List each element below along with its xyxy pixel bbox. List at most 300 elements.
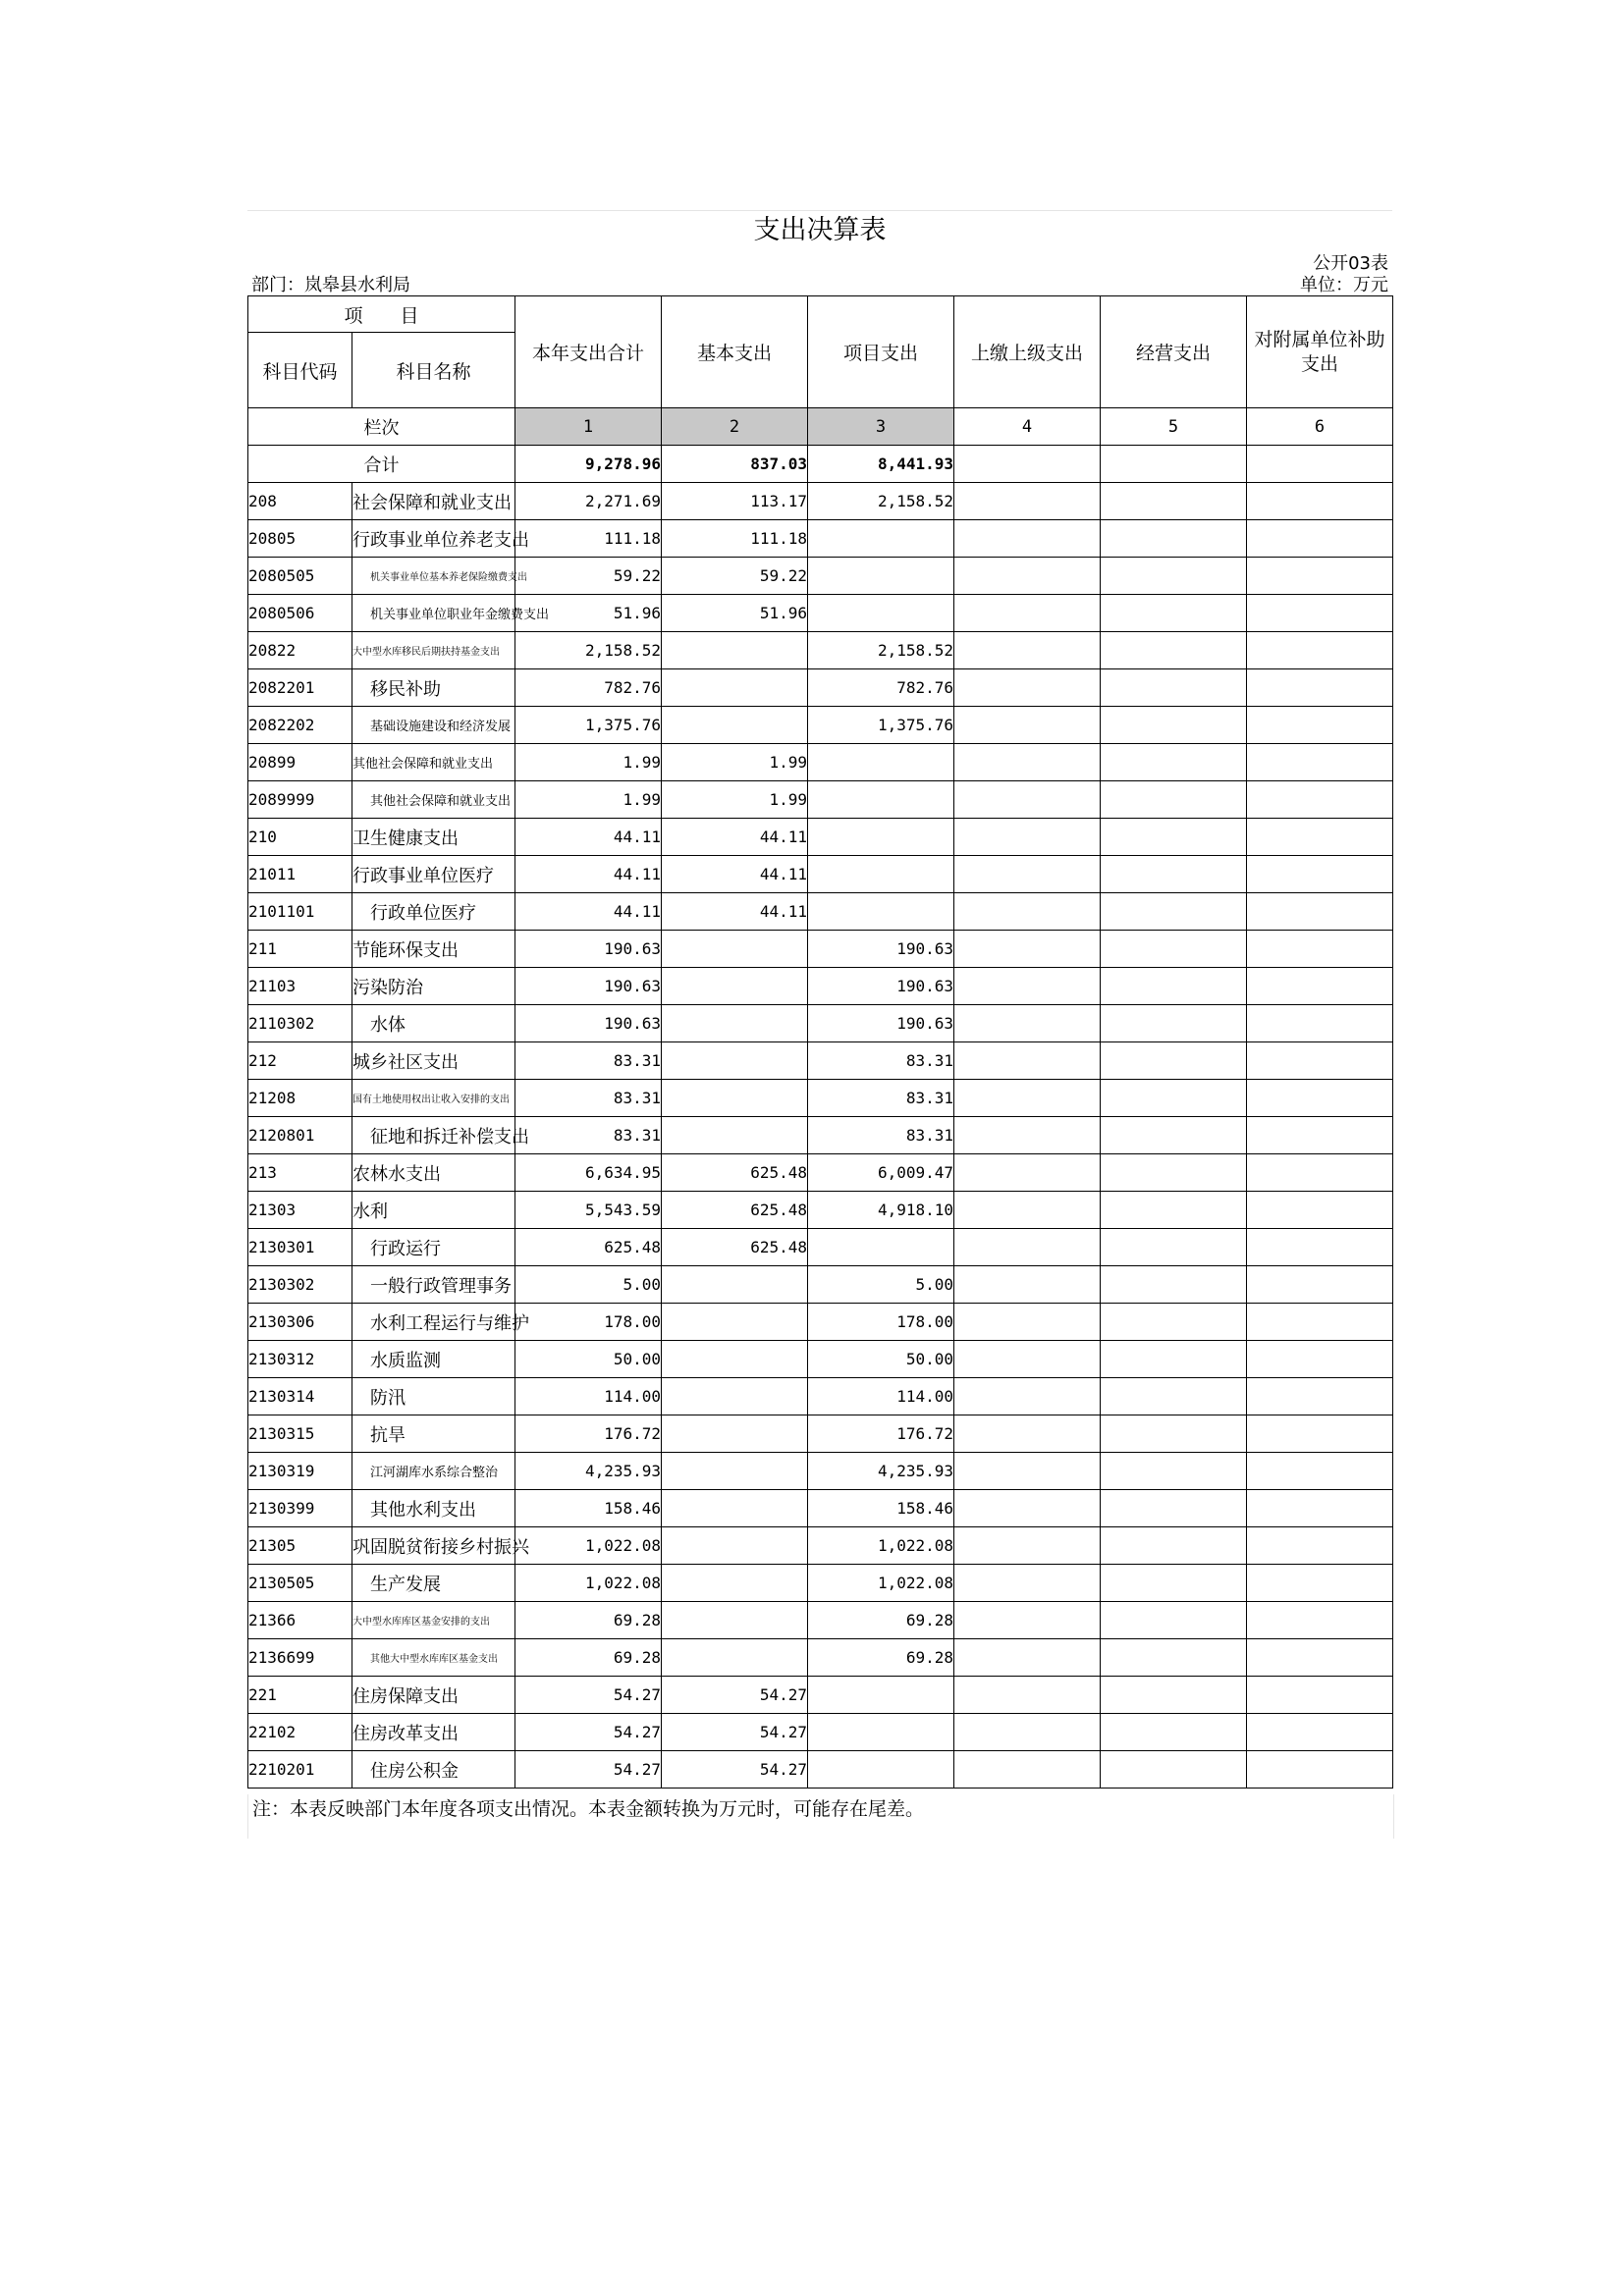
row-code: 22102 — [248, 1714, 352, 1751]
row-col4 — [954, 1341, 1101, 1378]
lanci-4: 4 — [954, 408, 1101, 446]
total-col3: 8,441.93 — [808, 446, 954, 483]
table-row — [248, 1490, 1393, 1527]
header-col3: 项目支出 — [808, 296, 954, 408]
row-name: 行政运行 — [352, 1229, 515, 1266]
row-col6 — [1247, 1490, 1393, 1527]
row-col3 — [808, 558, 954, 595]
row-col2: 44.11 — [662, 893, 808, 931]
row-col6 — [1247, 558, 1393, 595]
row-name: 机关事业单位职业年金缴费支出 — [352, 595, 515, 632]
row-col2 — [662, 1639, 808, 1677]
row-col4 — [954, 1266, 1101, 1304]
table-row — [248, 1154, 1393, 1192]
row-col6 — [1247, 1378, 1393, 1415]
table-row — [248, 1378, 1393, 1415]
row-col3 — [808, 1714, 954, 1751]
table-body — [248, 446, 1393, 1789]
row-col4 — [954, 968, 1101, 1005]
row-col5 — [1101, 1080, 1247, 1117]
table-row — [248, 744, 1393, 781]
row-col5 — [1101, 968, 1247, 1005]
table-row — [248, 483, 1393, 520]
row-code: 21303 — [248, 1192, 352, 1229]
table-row — [248, 1229, 1393, 1266]
row-col5 — [1101, 819, 1247, 856]
row-col1: 176.72 — [515, 1415, 662, 1453]
total-row — [248, 446, 1393, 483]
table-row — [248, 1117, 1393, 1154]
total-col5 — [1101, 446, 1247, 483]
row-col2 — [662, 968, 808, 1005]
row-col1: 69.28 — [515, 1639, 662, 1677]
row-col1: 1.99 — [515, 744, 662, 781]
row-col4 — [954, 1229, 1101, 1266]
row-col6 — [1247, 1154, 1393, 1192]
row-col2 — [662, 1304, 808, 1341]
row-col3 — [808, 856, 954, 893]
row-col2: 625.48 — [662, 1192, 808, 1229]
row-code: 20822 — [248, 632, 352, 669]
row-col5 — [1101, 520, 1247, 558]
row-col5 — [1101, 595, 1247, 632]
row-col2 — [662, 1378, 808, 1415]
row-code: 20805 — [248, 520, 352, 558]
row-code: 2130314 — [248, 1378, 352, 1415]
row-col4 — [954, 1005, 1101, 1042]
row-col1: 1,022.08 — [515, 1565, 662, 1602]
row-col2: 44.11 — [662, 819, 808, 856]
row-name: 行政事业单位养老支出 — [352, 520, 515, 558]
row-name: 其他大中型水库库区基金支出 — [352, 1639, 515, 1677]
row-col6 — [1247, 1266, 1393, 1304]
row-col1: 782.76 — [515, 669, 662, 707]
row-col5 — [1101, 931, 1247, 968]
row-name: 国有土地使用权出让收入安排的支出 — [352, 1080, 515, 1117]
row-name: 水利 — [352, 1192, 515, 1229]
row-col1: 158.46 — [515, 1490, 662, 1527]
table-row — [248, 1341, 1393, 1378]
row-col3: 782.76 — [808, 669, 954, 707]
row-name: 机关事业单位基本养老保险缴费支出 — [352, 558, 515, 595]
row-name: 社会保障和就业支出 — [352, 483, 515, 520]
row-col2: 1.99 — [662, 744, 808, 781]
table-row — [248, 893, 1393, 931]
row-col4 — [954, 781, 1101, 819]
table-row — [248, 1080, 1393, 1117]
row-col4 — [954, 632, 1101, 669]
row-col2: 1.99 — [662, 781, 808, 819]
row-col2 — [662, 1341, 808, 1378]
row-col4 — [954, 1192, 1101, 1229]
row-col2 — [662, 1080, 808, 1117]
row-name: 污染防治 — [352, 968, 515, 1005]
row-col1: 54.27 — [515, 1714, 662, 1751]
row-col3: 190.63 — [808, 968, 954, 1005]
row-col5 — [1101, 1304, 1247, 1341]
row-col6 — [1247, 893, 1393, 931]
row-col3 — [808, 781, 954, 819]
row-col1: 2,271.69 — [515, 483, 662, 520]
row-col4 — [954, 1751, 1101, 1789]
row-name: 住房公积金 — [352, 1751, 515, 1789]
row-col3: 4,918.10 — [808, 1192, 954, 1229]
row-col1: 44.11 — [515, 856, 662, 893]
department-label: 部门：岚皋县水利局 — [251, 275, 410, 295]
table-row — [248, 1677, 1393, 1714]
row-name: 水体 — [352, 1005, 515, 1042]
row-col3: 178.00 — [808, 1304, 954, 1341]
table-row — [248, 1453, 1393, 1490]
column-index-row — [248, 408, 1393, 446]
row-code: 21208 — [248, 1080, 352, 1117]
row-code: 2101101 — [248, 893, 352, 931]
row-col3: 1,022.08 — [808, 1527, 954, 1565]
row-col5 — [1101, 1639, 1247, 1677]
row-col5 — [1101, 1527, 1247, 1565]
row-col5 — [1101, 1565, 1247, 1602]
unit-label: 单位：万元 — [1300, 275, 1388, 295]
row-col2: 51.96 — [662, 595, 808, 632]
table-row — [248, 781, 1393, 819]
row-col2 — [662, 1005, 808, 1042]
row-name: 农林水支出 — [352, 1154, 515, 1192]
row-col5 — [1101, 1005, 1247, 1042]
row-code: 208 — [248, 483, 352, 520]
row-col6 — [1247, 632, 1393, 669]
row-name: 生产发展 — [352, 1565, 515, 1602]
row-col2: 44.11 — [662, 856, 808, 893]
row-name: 行政事业单位医疗 — [352, 856, 515, 893]
table-row — [248, 669, 1393, 707]
row-col4 — [954, 669, 1101, 707]
row-col6 — [1247, 707, 1393, 744]
row-col1: 50.00 — [515, 1341, 662, 1378]
row-code: 210 — [248, 819, 352, 856]
row-col3: 114.00 — [808, 1378, 954, 1415]
table-row — [248, 1602, 1393, 1639]
row-col1: 1,022.08 — [515, 1527, 662, 1565]
row-code: 2082202 — [248, 707, 352, 744]
header-col2: 基本支出 — [662, 296, 808, 408]
row-col2: 625.48 — [662, 1154, 808, 1192]
table-row — [248, 707, 1393, 744]
header-name: 科目名称 — [352, 333, 515, 408]
row-name: 水利工程运行与维护 — [352, 1304, 515, 1341]
row-col2 — [662, 707, 808, 744]
row-col3 — [808, 893, 954, 931]
row-col6 — [1247, 1565, 1393, 1602]
row-name: 大中型水库库区基金安排的支出 — [352, 1602, 515, 1639]
row-col3: 83.31 — [808, 1080, 954, 1117]
table-row — [248, 856, 1393, 893]
row-col1: 1,375.76 — [515, 707, 662, 744]
row-col2 — [662, 1453, 808, 1490]
row-col3 — [808, 595, 954, 632]
row-col6 — [1247, 1192, 1393, 1229]
form-number: 公开03表 — [1313, 253, 1388, 274]
row-name: 住房保障支出 — [352, 1677, 515, 1714]
row-col1: 190.63 — [515, 968, 662, 1005]
row-name: 大中型水库移民后期扶持基金支出 — [352, 632, 515, 669]
row-col3: 2,158.52 — [808, 483, 954, 520]
total-label: 合计 — [248, 446, 515, 483]
row-name: 卫生健康支出 — [352, 819, 515, 856]
row-col3: 176.72 — [808, 1415, 954, 1453]
row-col2 — [662, 1490, 808, 1527]
row-code: 221 — [248, 1677, 352, 1714]
row-col3: 5.00 — [808, 1266, 954, 1304]
row-col1: 69.28 — [515, 1602, 662, 1639]
row-col6 — [1247, 968, 1393, 1005]
row-col6 — [1247, 1080, 1393, 1117]
row-name: 其他水利支出 — [352, 1490, 515, 1527]
row-col5 — [1101, 1677, 1247, 1714]
row-name: 江河湖库水系综合整治 — [352, 1453, 515, 1490]
lanci-1: 1 — [515, 408, 662, 446]
expenditure-table — [247, 295, 1393, 1789]
row-col6 — [1247, 819, 1393, 856]
row-col5 — [1101, 669, 1247, 707]
row-col6 — [1247, 1117, 1393, 1154]
lanci-3: 3 — [808, 408, 954, 446]
row-col5 — [1101, 893, 1247, 931]
row-col3: 190.63 — [808, 1005, 954, 1042]
table-row — [248, 1266, 1393, 1304]
row-col6 — [1247, 931, 1393, 968]
table-row — [248, 1565, 1393, 1602]
row-col5 — [1101, 1229, 1247, 1266]
row-col2 — [662, 1527, 808, 1565]
row-col2: 59.22 — [662, 558, 808, 595]
row-col4 — [954, 1639, 1101, 1677]
row-col3: 1,375.76 — [808, 707, 954, 744]
row-col5 — [1101, 1341, 1247, 1378]
row-col4 — [954, 819, 1101, 856]
row-col2: 111.18 — [662, 520, 808, 558]
row-col1: 51.96 — [515, 595, 662, 632]
row-name: 城乡社区支出 — [352, 1042, 515, 1080]
table-row — [248, 1005, 1393, 1042]
row-col4 — [954, 1080, 1101, 1117]
row-col6 — [1247, 1304, 1393, 1341]
table-row — [248, 931, 1393, 968]
lanci-2: 2 — [662, 408, 808, 446]
row-col1: 44.11 — [515, 819, 662, 856]
row-col6 — [1247, 1751, 1393, 1789]
row-col4 — [954, 1527, 1101, 1565]
row-col4 — [954, 1565, 1101, 1602]
row-col4 — [954, 1453, 1101, 1490]
row-col4 — [954, 931, 1101, 968]
row-name: 一般行政管理事务 — [352, 1266, 515, 1304]
row-code: 2210201 — [248, 1751, 352, 1789]
row-col1: 44.11 — [515, 893, 662, 931]
row-col6 — [1247, 595, 1393, 632]
total-col4 — [954, 446, 1101, 483]
row-name: 行政单位医疗 — [352, 893, 515, 931]
row-col5 — [1101, 1751, 1247, 1789]
row-col4 — [954, 744, 1101, 781]
header-col1: 本年支出合计 — [515, 296, 662, 408]
row-col6 — [1247, 1527, 1393, 1565]
total-col2: 837.03 — [662, 446, 808, 483]
row-col1: 1.99 — [515, 781, 662, 819]
row-code: 2130301 — [248, 1229, 352, 1266]
row-col1: 5,543.59 — [515, 1192, 662, 1229]
row-col6 — [1247, 1639, 1393, 1677]
row-col1: 114.00 — [515, 1378, 662, 1415]
row-col3 — [808, 744, 954, 781]
row-col5 — [1101, 781, 1247, 819]
row-col4 — [954, 1378, 1101, 1415]
row-col5 — [1101, 1192, 1247, 1229]
row-col3: 1,022.08 — [808, 1565, 954, 1602]
row-col6 — [1247, 1714, 1393, 1751]
row-col3 — [808, 1229, 954, 1266]
row-col6 — [1247, 1042, 1393, 1080]
row-col4 — [954, 707, 1101, 744]
row-col1: 4,235.93 — [515, 1453, 662, 1490]
row-col5 — [1101, 558, 1247, 595]
row-code: 21011 — [248, 856, 352, 893]
row-col6 — [1247, 856, 1393, 893]
row-name: 水质监测 — [352, 1341, 515, 1378]
row-code: 2089999 — [248, 781, 352, 819]
row-col6 — [1247, 781, 1393, 819]
row-col2 — [662, 1565, 808, 1602]
row-name: 巩固脱贫衔接乡村振兴 — [352, 1527, 515, 1565]
row-col4 — [954, 1415, 1101, 1453]
row-code: 212 — [248, 1042, 352, 1080]
row-col5 — [1101, 1117, 1247, 1154]
row-col5 — [1101, 483, 1247, 520]
row-code: 2082201 — [248, 669, 352, 707]
row-col5 — [1101, 632, 1247, 669]
row-col1: 54.27 — [515, 1751, 662, 1789]
row-col6 — [1247, 1229, 1393, 1266]
row-name: 其他社会保障和就业支出 — [352, 781, 515, 819]
row-name: 抗旱 — [352, 1415, 515, 1453]
row-code: 2130399 — [248, 1490, 352, 1527]
header-col6: 对附属单位补助支出 — [1247, 296, 1393, 408]
row-code: 21366 — [248, 1602, 352, 1639]
row-code: 2080506 — [248, 595, 352, 632]
row-col6 — [1247, 744, 1393, 781]
row-col5 — [1101, 1714, 1247, 1751]
header-col4: 上缴上级支出 — [954, 296, 1101, 408]
row-col6 — [1247, 669, 1393, 707]
row-code: 211 — [248, 931, 352, 968]
row-code: 20899 — [248, 744, 352, 781]
row-col1: 178.00 — [515, 1304, 662, 1341]
row-col4 — [954, 1677, 1101, 1714]
row-col4 — [954, 595, 1101, 632]
row-col3 — [808, 520, 954, 558]
table-row — [248, 595, 1393, 632]
table-row — [248, 968, 1393, 1005]
row-col3: 4,235.93 — [808, 1453, 954, 1490]
row-col2 — [662, 1602, 808, 1639]
row-col5 — [1101, 1453, 1247, 1490]
row-col2 — [662, 1266, 808, 1304]
row-col2: 625.48 — [662, 1229, 808, 1266]
row-col1: 59.22 — [515, 558, 662, 595]
row-col5 — [1101, 1378, 1247, 1415]
row-col6 — [1247, 1602, 1393, 1639]
row-col3: 83.31 — [808, 1117, 954, 1154]
total-col1: 9,278.96 — [515, 446, 662, 483]
row-col1: 2,158.52 — [515, 632, 662, 669]
row-col3: 69.28 — [808, 1602, 954, 1639]
row-col1: 83.31 — [515, 1042, 662, 1080]
row-col6 — [1247, 1453, 1393, 1490]
row-col6 — [1247, 1005, 1393, 1042]
header-code: 科目代码 — [248, 333, 352, 408]
row-col6 — [1247, 1415, 1393, 1453]
row-code: 21305 — [248, 1527, 352, 1565]
table-row — [248, 1639, 1393, 1677]
row-code: 2130302 — [248, 1266, 352, 1304]
row-col2 — [662, 669, 808, 707]
table-row — [248, 1192, 1393, 1229]
row-col1: 83.31 — [515, 1080, 662, 1117]
row-name: 住房改革支出 — [352, 1714, 515, 1751]
row-col5 — [1101, 856, 1247, 893]
footnote: 注：本表反映部门本年度各项支出情况。本表金额转换为万元时，可能存在尾差。 — [252, 1798, 925, 1820]
row-col4 — [954, 1602, 1101, 1639]
row-code: 21103 — [248, 968, 352, 1005]
row-col5 — [1101, 1154, 1247, 1192]
row-col5 — [1101, 1490, 1247, 1527]
row-code: 2130312 — [248, 1341, 352, 1378]
row-code: 2130319 — [248, 1453, 352, 1490]
row-col1: 190.63 — [515, 931, 662, 968]
row-col6 — [1247, 483, 1393, 520]
row-col4 — [954, 1117, 1101, 1154]
row-col5 — [1101, 1266, 1247, 1304]
row-col5 — [1101, 744, 1247, 781]
row-col4 — [954, 483, 1101, 520]
row-col2: 54.27 — [662, 1714, 808, 1751]
table-row — [248, 520, 1393, 558]
row-col3: 158.46 — [808, 1490, 954, 1527]
total-col6 — [1247, 446, 1393, 483]
row-name: 征地和拆迁补偿支出 — [352, 1117, 515, 1154]
row-col3: 50.00 — [808, 1341, 954, 1378]
row-code: 2120801 — [248, 1117, 352, 1154]
row-col6 — [1247, 520, 1393, 558]
row-name: 基础设施建设和经济发展 — [352, 707, 515, 744]
row-col1: 5.00 — [515, 1266, 662, 1304]
row-code: 2130315 — [248, 1415, 352, 1453]
report-title: 支出决算表 — [247, 210, 1392, 250]
row-col5 — [1101, 1415, 1247, 1453]
table-row — [248, 1527, 1393, 1565]
table-row — [248, 1304, 1393, 1341]
row-col1: 83.31 — [515, 1117, 662, 1154]
row-code: 2130306 — [248, 1304, 352, 1341]
row-name: 移民补助 — [352, 669, 515, 707]
row-col3: 83.31 — [808, 1042, 954, 1080]
row-col3 — [808, 1751, 954, 1789]
row-col3: 2,158.52 — [808, 632, 954, 669]
table-row — [248, 632, 1393, 669]
row-code: 2136699 — [248, 1639, 352, 1677]
row-col2: 54.27 — [662, 1751, 808, 1789]
row-col2 — [662, 632, 808, 669]
row-col4 — [954, 558, 1101, 595]
